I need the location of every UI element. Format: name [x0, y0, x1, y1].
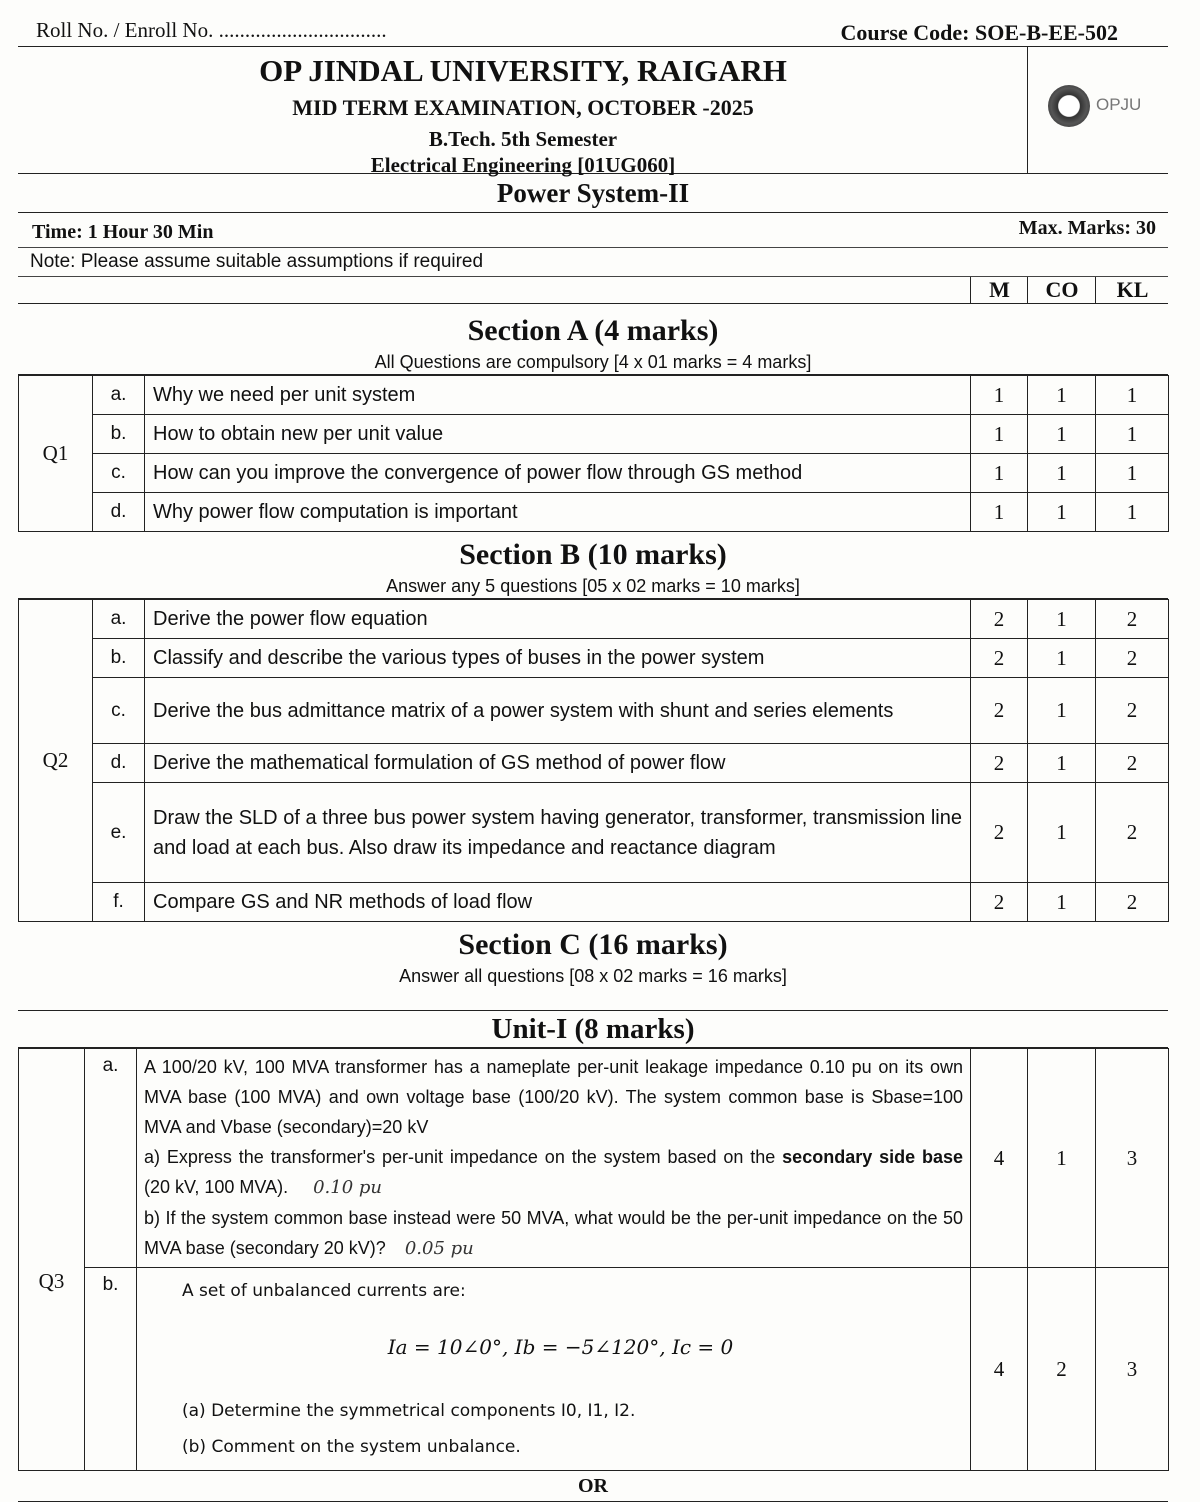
course-code: Course Code: SOE-B-EE-502 [840, 20, 1118, 45]
co-cell: 1 [1028, 883, 1096, 922]
co-cell: 1 [1028, 639, 1096, 678]
section-c-subtitle: Answer all questions [08 x 02 marks = 16 marks] [399, 966, 787, 986]
marks-cell: 2 [971, 639, 1028, 678]
sub-label: b. [93, 639, 145, 678]
question-text: Classify and describe the various types of buses in the power system [145, 639, 971, 678]
sub-label: d. [93, 744, 145, 783]
table-row [19, 600, 1169, 639]
kl-cell: 1 [1096, 493, 1169, 532]
question-text: Why power flow computation is important [145, 493, 971, 532]
time-label: Time: 1 Hour 30 Min [32, 221, 214, 243]
part-b: (b) Comment on the system unbalance. [182, 1437, 521, 1457]
co-cell: 2 [1028, 1268, 1096, 1471]
table-row [19, 454, 1169, 493]
sub-label: e. [93, 783, 145, 883]
co-cell: 1 [1028, 454, 1096, 493]
sub-label: b. [85, 1268, 137, 1471]
kl-cell: 3 [1096, 1049, 1169, 1268]
table-row [19, 783, 1169, 883]
co-cell: 1 [1028, 744, 1096, 783]
section-c-banner [18, 922, 1168, 1011]
or-divider: OR [18, 1471, 1168, 1502]
sub-label: b. [93, 415, 145, 454]
section-b-subtitle: Answer any 5 questions [05 x 02 marks = 10 marks] [386, 576, 800, 596]
co-cell: 1 [1028, 493, 1096, 532]
section-a-table [18, 375, 1169, 532]
co-cell: 1 [1028, 678, 1096, 744]
marks-cell: 4 [971, 1268, 1028, 1471]
subject-title: Power System-II [18, 174, 1168, 213]
question-text: Derive the bus admittance matrix of a power system with shunt and series elements [145, 678, 971, 744]
marks-cell: 1 [971, 376, 1028, 415]
kl-cell: 3 [1096, 1268, 1169, 1471]
question-text: Why we need per unit system [145, 376, 971, 415]
equation: Ia = 10∠0°, Ib = −5∠120°, Ic = 0 [387, 1335, 734, 1359]
section-a-title: Section A (4 marks) [467, 314, 719, 347]
table-row [19, 376, 1169, 415]
question-number: Q1 [19, 376, 93, 532]
department-label: Electrical Engineering [01UG060] [370, 153, 676, 177]
part-b: b) If the system common base instead were 50 MVA, what would be the per-unit impedance on the 50 MVA base (secondary 20 kV)? [144, 1208, 963, 1258]
section-a-banner [18, 304, 1168, 375]
logo-text: OPJU [1096, 95, 1142, 114]
section-c-table [18, 1048, 1169, 1471]
roll-number-label: Roll No. / Enroll No. ................................ [36, 18, 387, 42]
question-number: Q2 [19, 600, 93, 922]
section-b-title: Section B (10 marks) [459, 538, 727, 571]
table-row [19, 678, 1169, 744]
kl-cell: 2 [1096, 744, 1169, 783]
marks-cell: 1 [971, 454, 1028, 493]
question-text: How to obtain new per unit value [145, 415, 971, 454]
marks-cell: 1 [971, 493, 1028, 532]
question-text: How can you improve the convergence of power flow through GS method [145, 454, 971, 493]
logo-cell [1027, 47, 1168, 173]
question-text [138, 1269, 969, 1469]
marks-cell: 2 [971, 883, 1028, 922]
marks-cell: 2 [971, 744, 1028, 783]
sub-label: a. [93, 376, 145, 415]
part-a-pre: a) Express the transformer's per-unit impedance on the system based on the [144, 1147, 783, 1167]
section-c-title: Section C (16 marks) [458, 928, 728, 961]
co-cell: 1 [1028, 783, 1096, 883]
question-text: Draw the SLD of a three bus power system having generator, transformer, transmission line and load at each bus. Also draw its impedance and reactance diagram [145, 783, 971, 883]
time-marks-row [18, 213, 1168, 248]
section-a-subtitle: All Questions are compulsory [4 x 01 marks = 4 marks] [374, 352, 812, 372]
handwritten-answer-b: 0.05 pu [404, 1238, 474, 1259]
handwritten-answer-a: 0.10 pu [313, 1177, 383, 1198]
unit-title: Unit-I (8 marks) [491, 1013, 695, 1045]
question-intro: A set of unbalanced currents are: [182, 1281, 466, 1301]
header-top-row [18, 8, 1168, 47]
max-marks-label: Max. Marks: 30 [1018, 217, 1156, 239]
question-intro: A 100/20 kV, 100 MVA transformer has a nameplate per-unit leakage impedance 0.10 pu on its own MVA base (100 MVA) and own voltage base (100/20 kV). The system common base is Sbase=100 MVA and Vbase (secondary)=20 kV [144, 1057, 963, 1137]
note: Note: Please assume suitable assumptions if required [18, 248, 1168, 277]
col-m-header: M [970, 277, 1028, 303]
semester-label: B.Tech. 5th Semester [428, 127, 618, 151]
co-cell: 1 [1028, 600, 1096, 639]
kl-cell: 2 [1096, 678, 1169, 744]
question-text: Derive the power flow equation [145, 600, 971, 639]
table-row [19, 493, 1169, 532]
col-co-header: CO [1027, 277, 1096, 303]
sub-label: a. [93, 600, 145, 639]
marks-cell: 1 [971, 415, 1028, 454]
exam-title: MID TERM EXAMINATION, OCTOBER -2025 [292, 95, 754, 120]
question-cell [137, 1268, 971, 1471]
co-cell: 1 [1028, 1049, 1096, 1268]
question-text: Compare GS and NR methods of load flow [145, 883, 971, 922]
kl-cell: 1 [1096, 415, 1169, 454]
part-a-post: (20 kV, 100 MVA). [144, 1177, 289, 1197]
sub-label: f. [93, 883, 145, 922]
header-main [18, 47, 1168, 177]
section-b-banner [18, 532, 1168, 599]
table-row [19, 1268, 1169, 1471]
marks-cell: 4 [971, 1049, 1028, 1268]
exam-paper [18, 8, 1168, 1502]
part-a-bold: secondary side base [782, 1147, 963, 1167]
marks-cell: 2 [971, 678, 1028, 744]
university-seal-icon [1048, 85, 1090, 127]
question-number: Q3 [19, 1049, 85, 1471]
co-cell: 1 [1028, 415, 1096, 454]
table-row [19, 415, 1169, 454]
unit-banner [18, 1011, 1168, 1048]
kl-cell: 2 [1096, 600, 1169, 639]
kl-cell: 2 [1096, 639, 1169, 678]
kl-cell: 1 [1096, 454, 1169, 493]
table-row [19, 1049, 1169, 1268]
question-text [138, 1050, 969, 1266]
table-row [19, 744, 1169, 783]
kl-cell: 2 [1096, 883, 1169, 922]
co-cell: 1 [1028, 376, 1096, 415]
question-text: Derive the mathematical formulation of GS method of power flow [145, 744, 971, 783]
kl-cell: 2 [1096, 783, 1169, 883]
marks-cell: 2 [971, 783, 1028, 883]
table-row [19, 883, 1169, 922]
question-cell [137, 1049, 971, 1268]
sub-label: d. [93, 493, 145, 532]
sub-label: c. [93, 454, 145, 493]
table-row [19, 639, 1169, 678]
col-kl-header: KL [1095, 277, 1169, 303]
section-b-table [18, 599, 1169, 922]
sub-label: c. [93, 678, 145, 744]
marks-cell: 2 [971, 600, 1028, 639]
sub-label: a. [85, 1049, 137, 1268]
university-name: OP JINDAL UNIVERSITY, RAIGARH [259, 53, 787, 88]
column-header-row [18, 277, 1168, 304]
kl-cell: 1 [1096, 376, 1169, 415]
part-a: (a) Determine the symmetrical components I0, I1, I2. [182, 1401, 636, 1421]
